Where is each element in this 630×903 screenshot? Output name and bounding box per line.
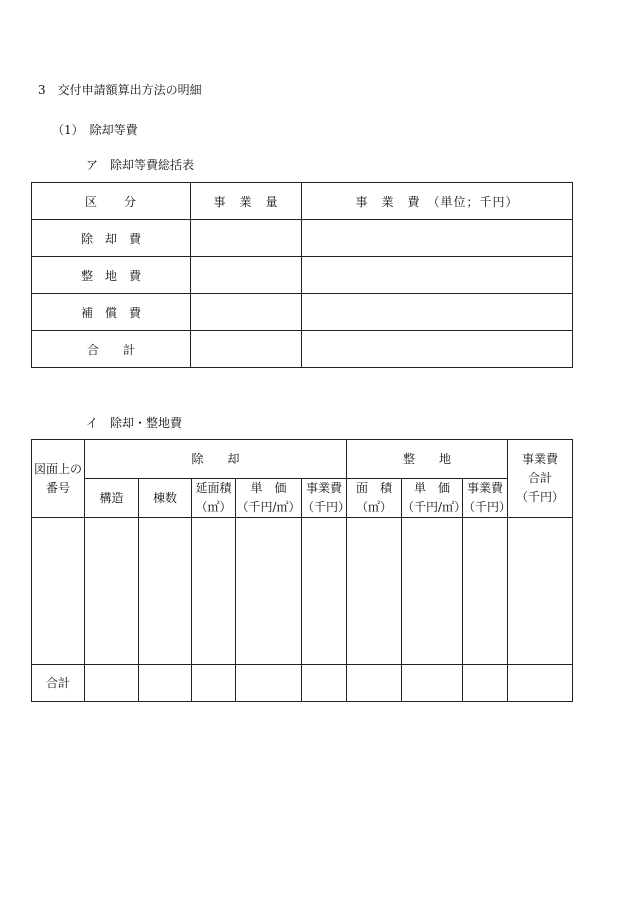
table-cell [139, 518, 192, 665]
table-cell [236, 518, 302, 665]
leveling-unit-price-header: 単 価 （千円/㎡） [402, 479, 463, 518]
cost-header: 事 業 費 （単位；千円） [302, 183, 573, 220]
detail-body-row [32, 518, 573, 665]
building-count-header: 棟数 [139, 479, 192, 518]
summary-table [31, 182, 573, 368]
summary-table-title: ア 除却等費総括表 [86, 158, 195, 172]
row-label: 合 計 [32, 331, 191, 368]
table-cell [85, 665, 139, 702]
table-cell [32, 518, 85, 665]
cost-cell [302, 331, 573, 368]
demolition-group-header: 除 却 [85, 440, 347, 479]
cost-cell [302, 294, 573, 331]
table-cell [302, 518, 347, 665]
table-cell [302, 665, 347, 702]
row-label: 整 地 費 [32, 257, 191, 294]
leveling-area-header: 面 積 （㎡） [347, 479, 402, 518]
summary-header-row [32, 183, 573, 220]
cost-cell [302, 220, 573, 257]
table-cell [463, 518, 508, 665]
summary-row-leveling [32, 257, 573, 294]
table-cell [463, 665, 508, 702]
total-row-label: 合計 [32, 665, 85, 702]
table-cell [192, 518, 236, 665]
detail-header-row-1 [32, 440, 573, 479]
summary-row-compensation [32, 294, 573, 331]
table-cell [347, 665, 402, 702]
table-cell [508, 665, 573, 702]
leveling-group-header: 整 地 [347, 440, 508, 479]
table-cell [508, 518, 573, 665]
demolition-unit-price-header: 単 価 （千円/㎡） [236, 479, 302, 518]
total-cost-header: 事業費 合計 （千円） [508, 440, 573, 518]
leveling-cost-header: 事業費 （千円） [463, 479, 508, 518]
summary-row-demolition [32, 220, 573, 257]
table-cell [85, 518, 139, 665]
table-cell [402, 665, 463, 702]
cost-cell [302, 257, 573, 294]
demolition-cost-header: 事業費 （千円） [302, 479, 347, 518]
subsection-title: （1） 除却等費 [52, 123, 138, 137]
detail-total-row [32, 665, 573, 702]
row-label: 除 却 費 [32, 220, 191, 257]
quantity-header: 事 業 量 [191, 183, 302, 220]
detail-header-row-2 [32, 479, 573, 518]
quantity-cell [191, 220, 302, 257]
table-cell [139, 665, 192, 702]
detail-table [31, 439, 573, 702]
section-title: 3 交付申請額算出方法の明細 [38, 83, 202, 97]
drawing-number-header: 図面上の 番号 [32, 440, 85, 518]
quantity-cell [191, 294, 302, 331]
table-cell [402, 518, 463, 665]
category-header: 区 分 [32, 183, 191, 220]
quantity-cell [191, 331, 302, 368]
table-cell [236, 665, 302, 702]
floor-area-header: 延面積 （㎡） [192, 479, 236, 518]
row-label: 補 償 費 [32, 294, 191, 331]
quantity-cell [191, 257, 302, 294]
table-cell [347, 518, 402, 665]
summary-row-total [32, 331, 573, 368]
detail-table-title: イ 除却・整地費 [86, 416, 183, 430]
structure-header: 構造 [85, 479, 139, 518]
table-cell [192, 665, 236, 702]
